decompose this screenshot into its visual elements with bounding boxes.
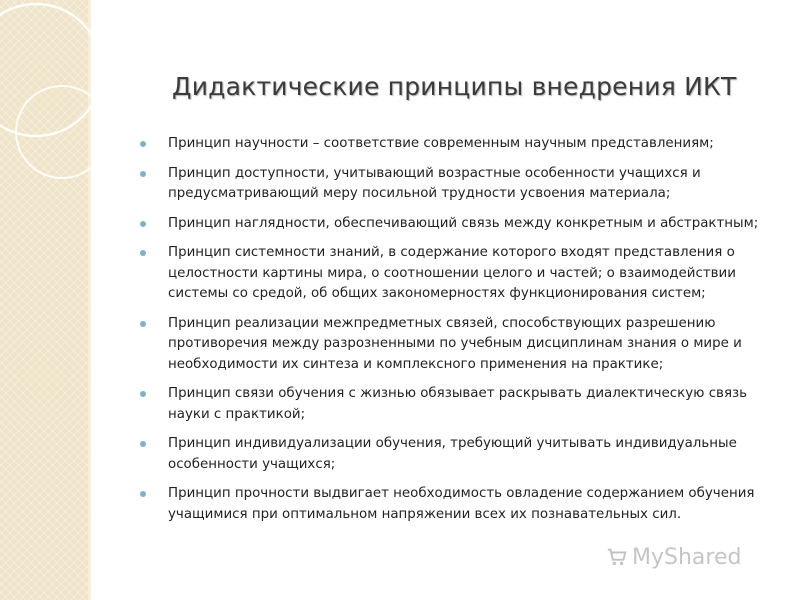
list-item: [140, 434, 780, 475]
bullet-dot-icon: [140, 221, 146, 227]
list-item: [140, 243, 780, 305]
list-item-text: Принцип системности знаний, в содержание которого входят представления о целостности картины мира, о соотношении целого и частей; о взаимодействии системы со средой, об общих закономерностях функционирования систем;: [168, 245, 736, 301]
bullet-dot-icon: [140, 441, 146, 447]
bullet-dot-icon: [140, 141, 146, 147]
bullet-dot-icon: [140, 321, 146, 327]
list-item-text: Принцип наглядности, обеспечивающий связь между конкретным и абстрактным;: [168, 215, 759, 231]
list-item-text: Принцип связи обучения с жизнью обязывает раскрывать диалектическую связь науки с практикой;: [168, 386, 748, 422]
watermark-text: MyShared: [632, 544, 742, 570]
bullet-dot-icon: [140, 171, 146, 177]
list-item-text: Принцип доступности, учитывающий возрастные особенности учащихся и предусматривающий меру посильной трудности усвоения материала;: [168, 165, 701, 201]
list-item: [140, 164, 780, 205]
bullet-dot-icon: [140, 491, 146, 497]
list-item-text: Принцип прочности выдвигает необходимость овладение содержанием обучения учащимися при оптимальном напряжении всех их познавательных сил.: [168, 486, 755, 522]
slide-title: Дидактические принципы внедрения ИКТ: [172, 72, 737, 101]
decorative-circle-large: [0, 4, 102, 136]
shopping-cart-icon: [606, 546, 628, 568]
principles-list: [140, 134, 780, 534]
decorative-circles: [0, 0, 120, 230]
list-item-text: Принцип реализации межпредметных связей, способствующих разрешению противоречия между разрозненными по учебным дисциплинам знания о мире и необходимости их синтеза и комплексного применения на практике;: [168, 315, 742, 372]
watermark: [606, 540, 766, 574]
list-item: [140, 134, 780, 155]
list-item: [140, 484, 780, 525]
list-item: [140, 314, 780, 376]
list-item-text: Принцип индивидуализации обучения, требующий учитывать индивидуальные особенности учащихся;: [168, 436, 737, 472]
list-item-text: Принцип научности – соответствие современным научным представлениям;: [168, 136, 714, 151]
list-item: [140, 214, 780, 235]
list-item: [140, 384, 780, 425]
bullet-dot-icon: [140, 391, 146, 397]
bullet-dot-icon: [140, 250, 146, 256]
